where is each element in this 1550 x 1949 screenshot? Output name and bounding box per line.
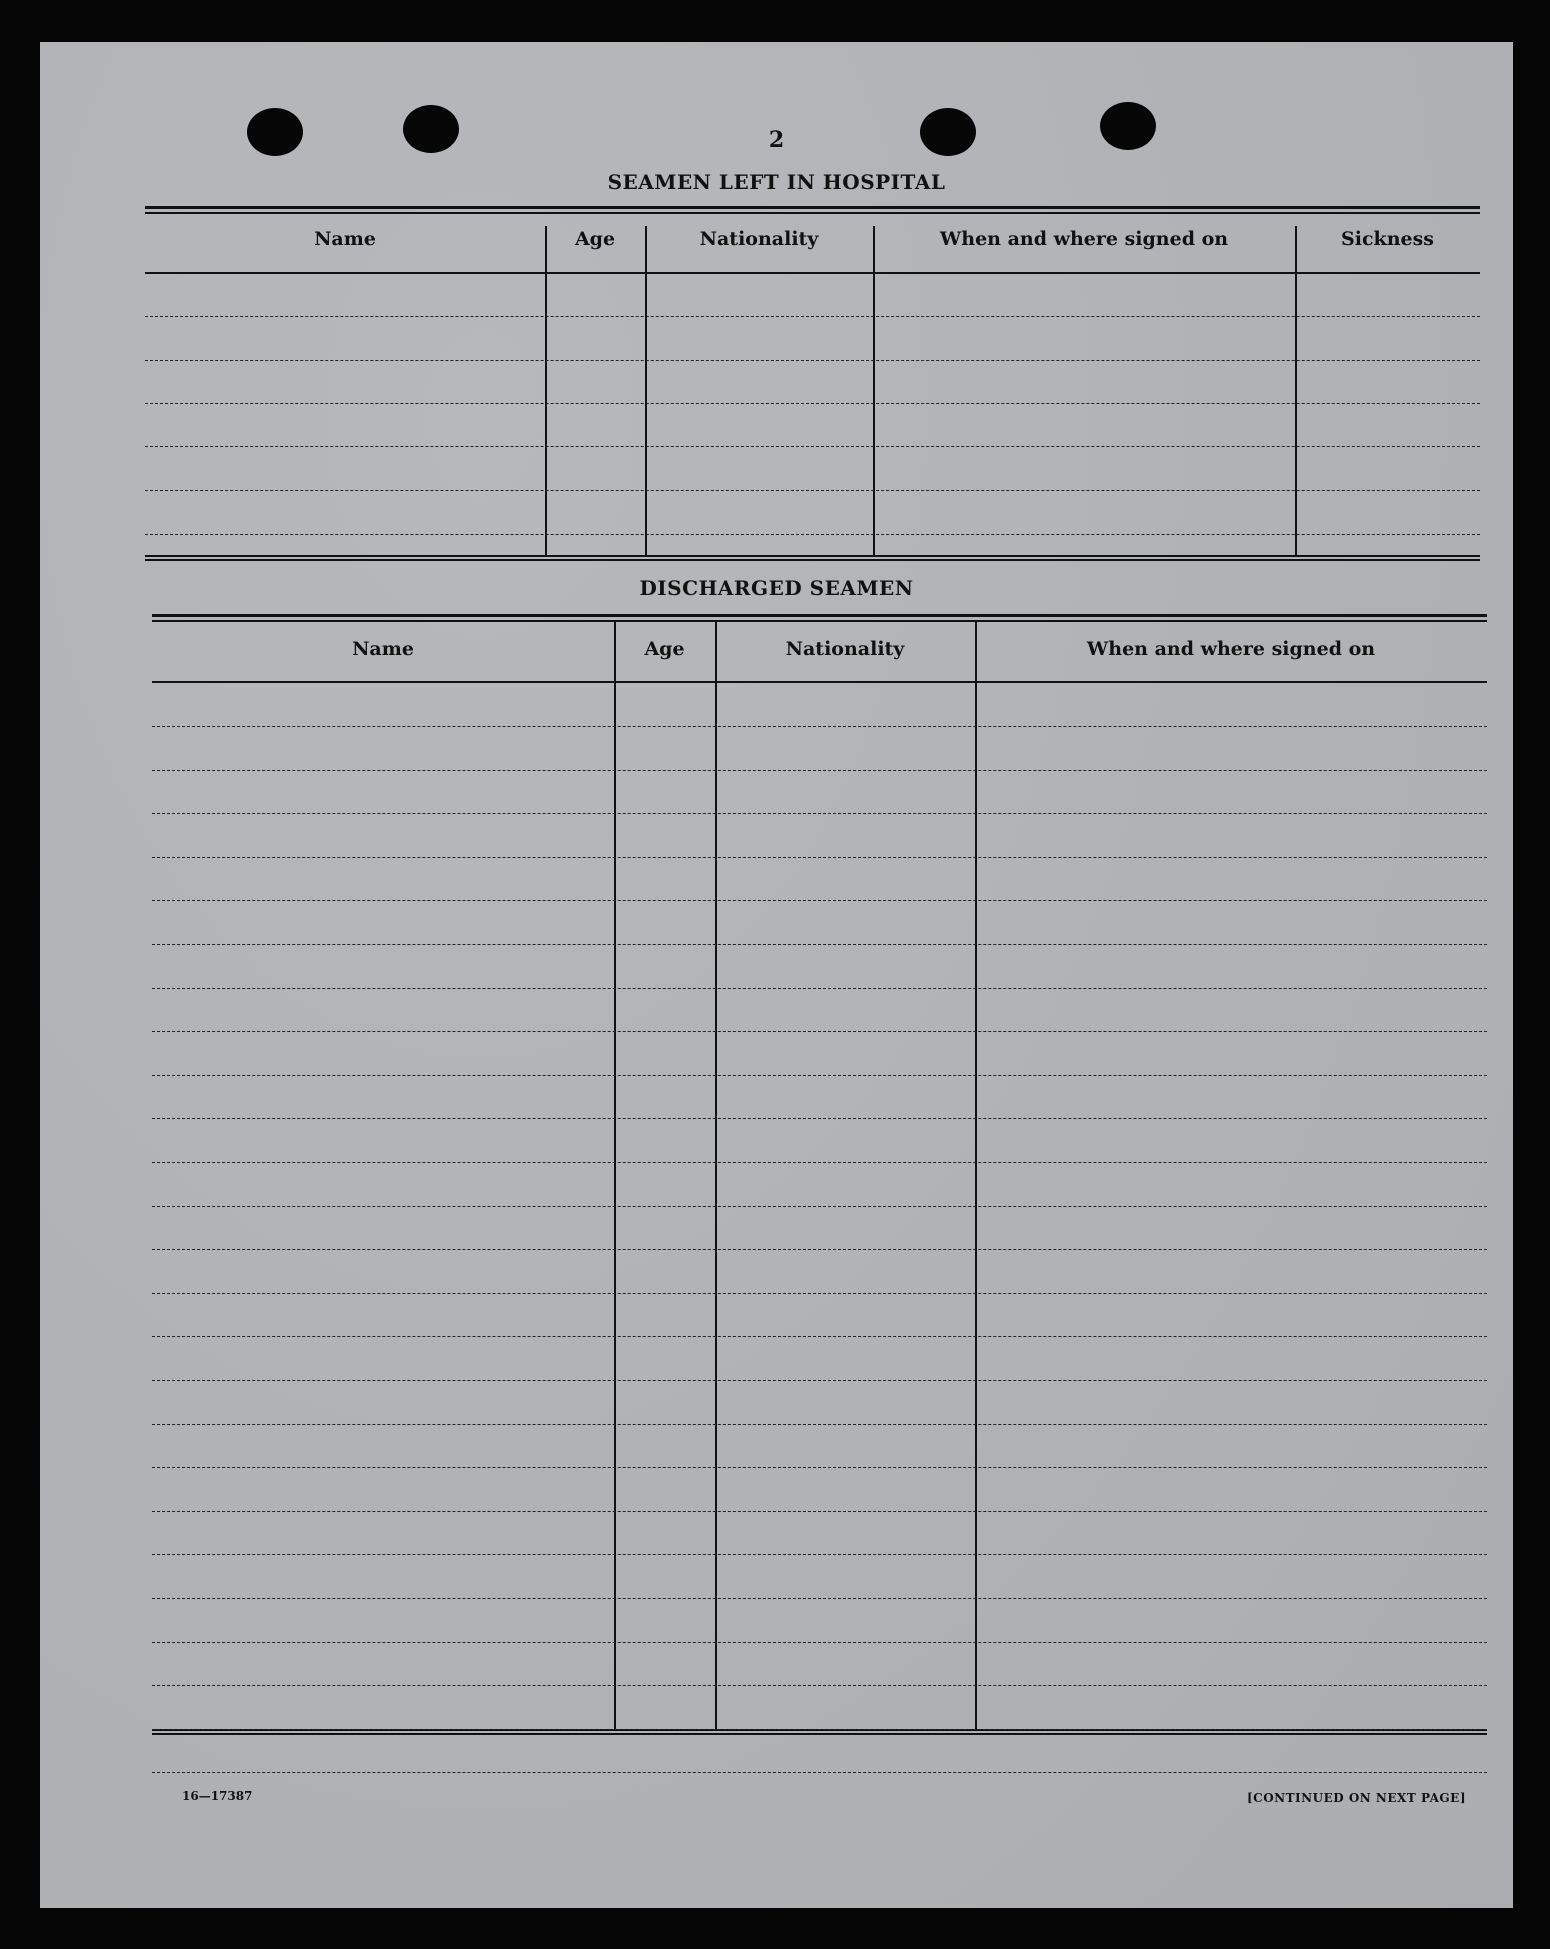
table-row-line [152,1467,1487,1468]
form-page [40,42,1513,1908]
table-row-line [145,360,1480,361]
table-row-line [152,1118,1487,1119]
page-number: 2 [768,127,785,153]
table-row-line [152,1772,1487,1773]
column-divider [614,622,616,1731]
table-row-line [152,944,1487,945]
table-row-line [152,1249,1487,1250]
table-row-line [145,446,1480,447]
column-divider [545,226,547,557]
top-rule [152,614,1487,617]
hospital-col-sickness: Sickness [1341,228,1434,250]
table-row-line [152,1162,1487,1163]
table-row-line [152,770,1487,771]
top-rule [145,206,1480,209]
table-row-line [152,1685,1487,1686]
top-rule-thin [145,212,1480,214]
table-row-line [145,316,1480,317]
column-divider [645,226,647,557]
table-row-line [152,1336,1487,1337]
table-row-line [152,1380,1487,1381]
discharged-col-age: Age [644,638,685,660]
continued-note: [CONTINUED ON NEXT PAGE] [1246,1791,1466,1805]
column-divider [975,622,977,1731]
table-row-line [152,1031,1487,1032]
table-row-line [152,1642,1487,1643]
table-row-line [152,900,1487,901]
bottom-rule-thin [152,1733,1487,1735]
table-row-line [152,1729,1487,1730]
table-row-line [152,1206,1487,1207]
discharged-table [152,614,1487,1736]
top-rule-thin [152,620,1487,622]
table-row-line [152,726,1487,727]
hospital-col-name: Name [314,228,376,250]
bottom-rule-thin [145,559,1480,561]
table-row-line [152,1511,1487,1512]
header-rule [145,272,1480,274]
table-row-line [152,1424,1487,1425]
table-row-line [145,403,1480,404]
hospital-section-title: SEAMEN LEFT IN HOSPITAL [607,170,946,194]
column-divider [715,622,717,1731]
table-row-line [145,490,1480,491]
discharged-section-title: DISCHARGED SEAMEN [639,576,914,600]
table-row-line [152,1293,1487,1294]
column-divider [873,226,875,557]
discharged-col-signed-on: When and where signed on [1086,638,1376,660]
header-rule [152,681,1487,683]
discharged-col-name: Name [352,638,414,660]
hospital-col-signed-on: When and where signed on [939,228,1229,250]
table-row-line [145,534,1480,535]
form-number: 16—17387 [182,1789,253,1803]
hospital-table [145,206,1480,561]
table-row-line [152,1075,1487,1076]
column-divider [1295,226,1297,557]
hospital-col-nationality: Nationality [699,228,819,250]
bottom-rule [145,555,1480,557]
table-row-line [152,857,1487,858]
table-row-line [152,988,1487,989]
table-row-line [152,1554,1487,1555]
discharged-col-nationality: Nationality [785,638,905,660]
table-row-line [152,1598,1487,1599]
hospital-col-age: Age [574,228,616,250]
table-row-line [152,813,1487,814]
